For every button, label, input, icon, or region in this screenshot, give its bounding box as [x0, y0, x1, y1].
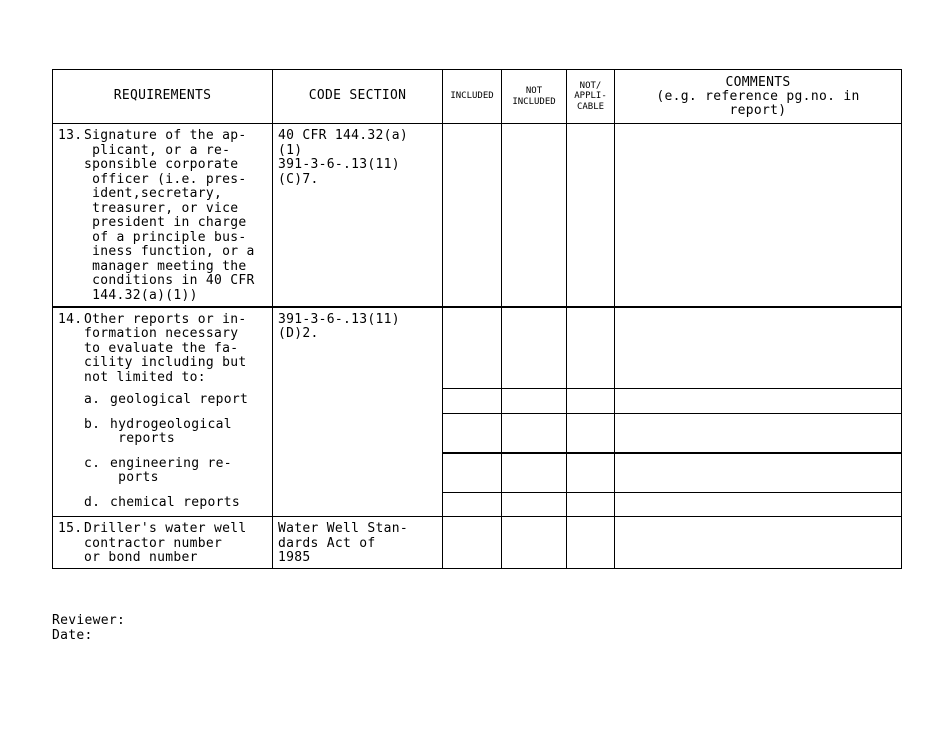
requirement-text: Signature of the ap-: [84, 128, 247, 143]
not-included-cell[interactable]: [502, 453, 567, 493]
not-applicable-cell[interactable]: [567, 389, 615, 414]
code-section-text: (1): [278, 142, 303, 158]
requirement-cell: 15. Driller's water well contractor number or bond number: [53, 517, 273, 569]
requirement-text: contractor number: [84, 535, 223, 551]
table-row: [53, 124, 902, 307]
comments-cell[interactable]: [615, 389, 902, 414]
code-section-cell: [273, 307, 443, 517]
not-included-cell[interactable]: [502, 493, 567, 517]
comments-cell[interactable]: [615, 493, 902, 517]
requirement-text: Other reports or in-: [84, 311, 247, 327]
sub-item-label: d.: [84, 494, 101, 510]
requirement-cell: 14. Other reports or in- formation necessary to evaluate the fa- cility including but not limited to: a. geological report b. hydrogeological reports c. engineering re- ports d. chemical reports: [53, 307, 273, 517]
comments-header: COMMENTS (e.g. reference pg.no. in report): [615, 70, 902, 124]
requirement-text: president in charge: [84, 215, 247, 230]
table-row: [53, 517, 902, 569]
not-included-cell[interactable]: [502, 124, 567, 307]
comments-cell[interactable]: [615, 453, 902, 493]
sub-item-text: [110, 457, 232, 486]
not-applicable-header: NOT/ APPLI- CABLE: [567, 70, 615, 124]
not-applicable-cell[interactable]: [567, 414, 615, 453]
code-section-text: 40 CFR 144.32(a): [278, 128, 409, 143]
requirement-text: or bond number: [84, 550, 198, 565]
code-section-text: Water Well Stan-: [278, 521, 409, 536]
requirement-text: treasurer, or vice: [84, 200, 239, 216]
not-included-cell[interactable]: [502, 414, 567, 453]
sub-item-line: ports: [110, 470, 159, 485]
requirement-text: Driller's water well: [84, 521, 247, 536]
requirement-text: ident,secretary,: [84, 186, 223, 201]
requirement-text: 144.32(a)(1)): [84, 287, 198, 303]
sub-item: [84, 393, 268, 408]
reviewer-label: Reviewer:: [52, 613, 126, 628]
included-cell[interactable]: [443, 124, 502, 307]
requirement-text: to evaluate the fa-: [84, 340, 239, 356]
included-cell[interactable]: [443, 307, 502, 389]
code-section-text: (C)7.: [278, 171, 319, 187]
code-section-text: 391-3-6-.13(11): [278, 157, 400, 172]
table-row: [53, 307, 902, 389]
requirement-text: cility including but: [84, 355, 247, 370]
not-included-cell[interactable]: [502, 517, 567, 569]
sub-item: [84, 418, 268, 447]
requirement-text: of a principle bus-: [84, 229, 247, 245]
requirement-cell: 13. Signature of the ap- plicant, or a re- sponsible corporate officer (i.e. pres- ident,secretary, treasurer, or vice president in charge of a principle bus- iness function, or a manager meeting the conditions in 40 CFR 144.32(a)(1)): [53, 124, 273, 307]
not-applicable-cell[interactable]: [567, 307, 615, 389]
date-label: Date:: [52, 628, 93, 643]
requirement-text: iness function, or a: [84, 244, 255, 259]
not-applicable-cell[interactable]: [567, 124, 615, 307]
sub-item-line: engineering re-: [110, 455, 232, 471]
code-section-cell: [273, 517, 443, 569]
comments-cell[interactable]: [615, 414, 902, 453]
not-included-header: NOT INCLUDED: [502, 70, 567, 124]
requirements-header: REQUIREMENTS: [53, 70, 273, 124]
requirement-text: manager meeting the: [84, 258, 247, 274]
code-section-cell: [273, 124, 443, 307]
sub-item-label: b.: [84, 416, 101, 432]
included-cell[interactable]: [443, 453, 502, 493]
requirements-table: [52, 69, 902, 569]
requirement-text: plicant, or a re-: [84, 142, 231, 158]
not-applicable-cell[interactable]: [567, 493, 615, 517]
requirement-text: officer (i.e. pres-: [84, 171, 247, 187]
comments-cell[interactable]: [615, 517, 902, 569]
sub-item-line: chemical reports: [110, 494, 241, 510]
code-section-text: 1985: [278, 550, 311, 565]
sub-item-label: a.: [84, 392, 101, 407]
sub-item-text: [110, 418, 232, 447]
included-header: INCLUDED: [443, 70, 502, 124]
sub-item: [84, 457, 268, 486]
comments-cell[interactable]: [615, 307, 902, 389]
code-section-text: 391-3-6-.13(11): [278, 311, 400, 327]
included-cell[interactable]: [443, 389, 502, 414]
requirement-text: sponsible corporate: [84, 157, 239, 172]
sub-item-line: geological report: [110, 392, 249, 407]
sub-item-label: c.: [84, 455, 101, 471]
not-included-cell[interactable]: [502, 307, 567, 389]
included-cell[interactable]: [443, 414, 502, 453]
included-cell[interactable]: [443, 517, 502, 569]
requirement-text: not limited to:: [84, 369, 206, 385]
not-applicable-cell[interactable]: [567, 453, 615, 493]
sub-item: [84, 496, 268, 511]
header-row: [53, 70, 902, 124]
not-applicable-cell[interactable]: [567, 517, 615, 569]
requirement-text: formation necessary: [84, 326, 239, 341]
sub-item-line: reports: [110, 431, 176, 446]
sub-item-text: [110, 496, 240, 511]
not-included-cell[interactable]: [502, 389, 567, 414]
sub-item-line: hydrogeological: [110, 416, 232, 432]
code-section-text: (D)2.: [278, 326, 319, 341]
included-cell[interactable]: [443, 493, 502, 517]
sub-item-text: [110, 393, 248, 408]
code-section-text: dards Act of: [278, 535, 376, 551]
comments-cell[interactable]: [615, 124, 902, 307]
requirement-text: conditions in 40 CFR: [84, 273, 255, 288]
code-section-header: CODE SECTION: [273, 70, 443, 124]
